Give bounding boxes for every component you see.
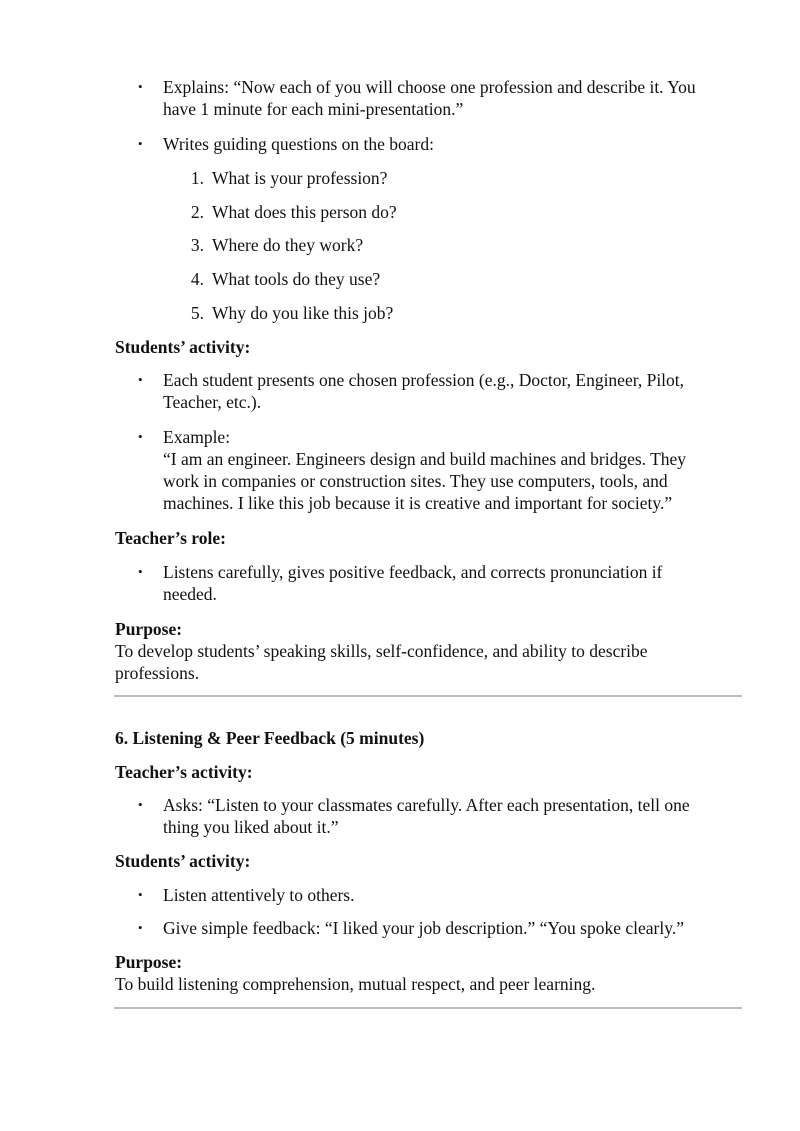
bullet-text: Explains: “Now each of you will choose one profession and describe it. You: [163, 77, 696, 97]
purpose-text: To develop students’ speaking skills, self-confidence, and ability to describe: [115, 641, 648, 661]
bullet-text: thing you liked about it.”: [163, 817, 339, 837]
bullet-text: needed.: [163, 584, 217, 604]
purpose-heading: Purpose:: [115, 619, 183, 639]
list-number: 5.: [190, 303, 204, 323]
bullet-text: Example:: [163, 427, 231, 447]
bullet-icon: •: [138, 920, 143, 935]
section-title: 6. Listening & Peer Feedback (5 minutes): [115, 728, 425, 748]
divider: [114, 1007, 742, 1009]
bullet-text: Teacher, etc.).: [163, 392, 262, 412]
divider: [114, 695, 742, 697]
bullet-icon: •: [138, 372, 143, 387]
list-item: What does this person do?: [212, 202, 397, 222]
list-item: Why do you like this job?: [212, 303, 394, 323]
quote-text: machines. I like this job because it is creative and important for society.”: [163, 493, 673, 513]
list-item: Where do they work?: [212, 235, 364, 255]
bullet-icon: •: [138, 429, 143, 444]
list-number: 1.: [190, 168, 204, 188]
bullet-text: Asks: “Listen to your classmates carefully. After each presentation, tell one: [163, 795, 690, 815]
bullet-icon: •: [138, 564, 143, 579]
purpose-heading: Purpose:: [115, 952, 183, 972]
bullet-icon: •: [138, 79, 143, 94]
bullet-text: Listen attentively to others.: [163, 885, 355, 905]
bullet-icon: •: [138, 797, 143, 812]
bullet-text: Writes guiding questions on the board:: [163, 134, 434, 154]
purpose-text: To build listening comprehension, mutual respect, and peer learning.: [115, 974, 596, 994]
list-item: What tools do they use?: [212, 269, 381, 289]
bullet-icon: •: [138, 887, 143, 902]
bullet-icon: •: [138, 136, 143, 151]
quote-text: work in companies or construction sites. They use computers, tools, and: [163, 471, 668, 491]
list-number: 4.: [190, 269, 204, 289]
purpose-text: professions.: [115, 663, 200, 683]
bullet-text: Give simple feedback: “I liked your job description.” “You spoke clearly.”: [163, 918, 684, 938]
bullet-text: have 1 minute for each mini-presentation.”: [163, 99, 464, 119]
bullet-text: Each student presents one chosen profession (e.g., Doctor, Engineer, Pilot,: [163, 370, 685, 390]
bullet-text: Listens carefully, gives positive feedback, and corrects pronunciation if: [163, 562, 663, 582]
section-heading: Teacher’s activity:: [115, 762, 253, 782]
section-heading: Teacher’s role:: [115, 528, 226, 548]
list-item: What is your profession?: [212, 168, 388, 188]
section-heading: Students’ activity:: [115, 337, 251, 357]
quote-text: “I am an engineer. Engineers design and build machines and bridges. They: [163, 449, 687, 469]
list-number: 2.: [190, 202, 204, 222]
list-number: 3.: [190, 235, 204, 255]
section-heading: Students’ activity:: [115, 851, 251, 871]
